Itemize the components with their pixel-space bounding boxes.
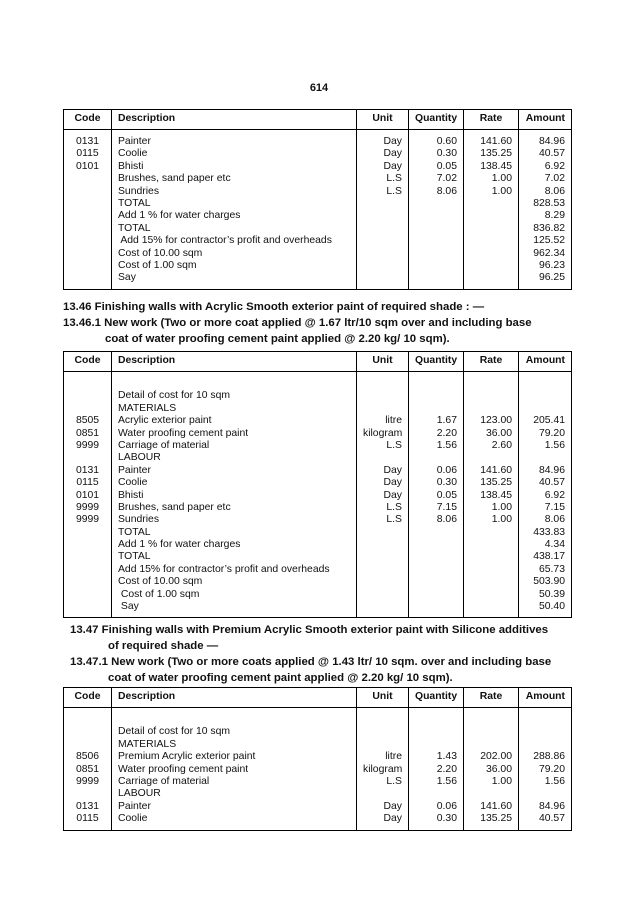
cell-quantity (415, 198, 457, 210)
cell-description: Add 15% for contractor’s profit and overheads (118, 563, 330, 575)
cell-amount: 79.20 (538, 427, 565, 439)
cell-rate (470, 272, 512, 284)
column-description (112, 708, 357, 831)
cell-quantity (415, 739, 457, 751)
cell-rate (470, 403, 512, 415)
cell-amount: 7.02 (544, 173, 565, 185)
cell-description: Bhisti (118, 160, 144, 172)
cell-rate: 135.25 (480, 477, 512, 489)
column-amount (519, 130, 572, 290)
cell-rate (470, 601, 512, 613)
cell-quantity: 8.06 (436, 185, 457, 197)
header-code: Code (64, 110, 112, 130)
cell-quantity (415, 248, 457, 260)
cell-unit: litre (385, 415, 402, 427)
cell-code (70, 788, 105, 800)
cell-code (70, 527, 105, 539)
cell-description: Sundries (118, 185, 160, 197)
cell-quantity (415, 601, 457, 613)
cell-quantity (415, 589, 457, 601)
cell-rate (470, 576, 512, 588)
cell-amount: 50.39 (538, 588, 565, 600)
cell-unit (363, 576, 402, 588)
cell-rate (470, 235, 512, 247)
column-description (112, 130, 357, 290)
cell-unit (363, 260, 402, 272)
cell-description: Cost of 1.00 sqm (118, 588, 200, 600)
cell-unit: L.S (386, 173, 402, 185)
cell-rate: 2.60 (491, 439, 512, 451)
column-description (112, 372, 357, 618)
cell-code (70, 551, 105, 563)
cell-rate: 1.00 (491, 514, 512, 526)
cell-amount: 205.41 (533, 415, 565, 427)
cell-code (70, 739, 105, 751)
cell-quantity (415, 576, 457, 588)
cell-description: Brushes, sand paper etc (118, 501, 231, 513)
header-unit: Unit (357, 352, 409, 372)
cell-amount: 96.25 (538, 272, 565, 284)
cell-description: Add 15% for contractor’s profit and overheads (118, 235, 332, 247)
cell-rate: 123.00 (480, 415, 512, 427)
header-rate: Rate (464, 688, 519, 708)
cell-amount: 8.06 (544, 514, 565, 526)
cell-amount: 84.96 (538, 464, 565, 476)
table-row (64, 708, 572, 831)
cell-unit: L.S (386, 775, 402, 787)
section-13-47-1-title-cont: coat of water proofing cement paint applied @ 2.20 kg/ 10 sqm). (108, 672, 453, 684)
cell-amount: 40.57 (538, 813, 565, 825)
cell-unit (363, 788, 402, 800)
column-rate (464, 708, 519, 831)
cell-description: Say (118, 272, 136, 284)
table-body (64, 372, 572, 618)
cell-code: 0115 (76, 477, 99, 489)
cell-unit (363, 403, 402, 415)
cell-amount (525, 726, 565, 738)
cell-amount: 84.96 (538, 800, 565, 812)
cell-rate (470, 378, 512, 390)
cell-quantity: 0.30 (436, 477, 457, 489)
cell-rate: 36.00 (485, 763, 512, 775)
cell-description: Detail of cost for 10 sqm (118, 390, 231, 402)
cell-quantity: 0.05 (436, 489, 457, 501)
cell-unit: Day (383, 477, 402, 489)
cell-description: Cost of 10.00 sqm (118, 247, 203, 259)
cell-unit: L.S (386, 439, 402, 451)
rate-table-continued (63, 109, 572, 290)
cell-rate: 135.25 (480, 148, 512, 160)
cell-rate (470, 739, 512, 751)
cell-code: 9999 (75, 439, 100, 451)
cell-unit (363, 210, 402, 222)
table-body (64, 130, 572, 290)
cell-code: 0131 (75, 800, 100, 812)
cell-unit (363, 198, 402, 210)
cell-code: 8505 (75, 415, 100, 427)
cell-code (70, 248, 105, 260)
cell-code: 0115 (76, 148, 99, 160)
cell-unit: kilogram (363, 427, 403, 439)
column-code (64, 708, 112, 831)
cell-amount (525, 739, 565, 751)
cell-rate: 135.25 (480, 813, 512, 825)
cell-quantity: 2.20 (436, 763, 457, 775)
cell-quantity: 0.30 (436, 148, 457, 160)
cell-unit (363, 527, 402, 539)
cell-amount: 50.40 (538, 601, 565, 613)
cell-code (70, 726, 105, 738)
cell-rate: 202.00 (480, 751, 512, 763)
cell-code (70, 272, 105, 284)
cell-unit: L.S (386, 514, 402, 526)
cell-quantity (415, 551, 457, 563)
cell-code (70, 564, 105, 576)
cell-amount: 1.56 (544, 439, 565, 451)
section-13-46-title: 13.46 Finishing walls with Acrylic Smooth exterior paint of required shade : — (63, 301, 485, 313)
cell-rate (470, 198, 512, 210)
cell-description: MATERIALS (118, 402, 177, 414)
cell-unit (363, 378, 402, 390)
cell-rate: 138.45 (480, 160, 512, 172)
cell-quantity (415, 223, 457, 235)
table-row (64, 130, 572, 290)
cell-unit (363, 539, 402, 551)
section-13-46-1-title-cont: coat of water proofing cement paint applied @ 2.20 kg/ 10 sqm). (105, 333, 450, 345)
cell-quantity: 1.43 (436, 751, 457, 763)
column-quantity (409, 130, 464, 290)
cell-code (70, 198, 105, 210)
cell-unit (363, 601, 402, 613)
cell-description: Cost of 10.00 sqm (118, 576, 203, 588)
cell-rate: 141.60 (480, 464, 512, 476)
cell-quantity (415, 452, 457, 464)
cell-code: 0851 (75, 427, 100, 439)
section-13-47-title-cont: of required shade — (108, 640, 219, 652)
cell-code (70, 576, 105, 588)
cell-quantity (415, 527, 457, 539)
cell-unit: L.S (386, 501, 402, 513)
header-description: Description (112, 352, 357, 372)
cell-rate (470, 210, 512, 222)
cell-unit (363, 248, 402, 260)
cell-code (70, 210, 105, 222)
cell-description: TOTAL (118, 526, 151, 538)
cell-rate (470, 248, 512, 260)
cell-code: 0101 (75, 489, 100, 501)
cell-amount (525, 378, 565, 390)
cell-amount (525, 788, 565, 800)
cell-unit: Day (383, 813, 402, 825)
cell-quantity (415, 539, 457, 551)
header-rate: Rate (464, 110, 519, 130)
cell-code (70, 186, 105, 198)
cell-unit (363, 390, 402, 402)
table-body (64, 708, 572, 831)
header-quantity: Quantity (409, 352, 464, 372)
cell-rate (470, 589, 512, 601)
section-13-46-1-title: 13.46.1 New work (Two or more coat applied @ 1.67 ltr/10 sqm over and including base (63, 317, 532, 329)
cell-amount: 8.29 (544, 210, 565, 222)
cell-amount: 65.73 (538, 563, 565, 575)
cell-quantity (415, 235, 457, 247)
header-code: Code (64, 688, 112, 708)
cell-code (70, 378, 105, 390)
cell-unit: L.S (386, 185, 402, 197)
cell-unit (363, 564, 402, 576)
cell-rate: 36.00 (485, 427, 512, 439)
cell-amount (525, 452, 565, 464)
cell-description: Add 1 % for water charges (118, 210, 241, 222)
cell-amount: 6.92 (544, 160, 565, 172)
header-quantity: Quantity (409, 110, 464, 130)
cell-code: 0115 (76, 813, 99, 825)
cell-rate (470, 726, 512, 738)
header-amount: Amount (519, 110, 572, 130)
cell-quantity (415, 378, 457, 390)
cell-rate: 138.45 (480, 489, 512, 501)
cell-description: Painter (118, 136, 151, 147)
cell-code (70, 260, 105, 272)
cell-unit (363, 272, 402, 284)
cell-unit: Day (383, 148, 402, 160)
cell-amount: 96.23 (538, 259, 565, 271)
cell-unit: kilogram (363, 763, 403, 775)
cell-amount (525, 403, 565, 415)
cell-description: MATERIALS (118, 738, 177, 750)
cell-description: Coolie (118, 477, 148, 489)
cell-unit (363, 726, 402, 738)
cell-rate: 141.60 (480, 136, 512, 147)
cell-quantity: 2.20 (436, 427, 457, 439)
section-13-47-title: 13.47 Finishing walls with Premium Acrylic Smooth exterior paint with Silicone additives (70, 624, 549, 636)
cell-amount: 40.57 (538, 148, 565, 160)
cell-quantity (415, 564, 457, 576)
cell-amount: 7.15 (544, 501, 565, 513)
cell-quantity: 1.56 (436, 439, 457, 451)
cell-rate: 1.00 (491, 185, 512, 197)
header-unit: Unit (357, 688, 409, 708)
cell-rate (470, 539, 512, 551)
cell-unit (363, 223, 402, 235)
cell-description: Coolie (118, 148, 148, 160)
page-number: 614 (309, 82, 329, 94)
cell-description: Carriage of material (118, 439, 210, 451)
cell-code (70, 173, 105, 185)
cell-amount (525, 714, 565, 726)
cell-quantity: 7.02 (436, 173, 457, 185)
cell-quantity (415, 726, 457, 738)
cell-amount: 125.52 (533, 235, 565, 247)
cell-code: 9999 (75, 501, 100, 513)
cell-rate: 1.00 (491, 501, 512, 513)
cell-amount: 1.56 (544, 775, 565, 787)
header-amount: Amount (519, 352, 572, 372)
cell-code: 0131 (75, 136, 100, 147)
cell-rate (470, 788, 512, 800)
cell-quantity: 0.06 (436, 800, 457, 812)
cell-unit (363, 235, 402, 247)
cell-rate (470, 551, 512, 563)
cell-quantity (415, 714, 457, 726)
cell-code: 0851 (75, 763, 100, 775)
cell-code (70, 235, 105, 247)
cell-quantity: 0.05 (436, 160, 457, 172)
cell-description: Add 1 % for water charges (118, 539, 241, 551)
cell-amount: 6.92 (544, 489, 565, 501)
column-rate (464, 130, 519, 290)
cell-rate (470, 260, 512, 272)
column-quantity (409, 708, 464, 831)
cell-unit: Day (383, 489, 402, 501)
cell-code (70, 589, 105, 601)
cell-description: TOTAL (118, 197, 151, 209)
column-rate (464, 372, 519, 618)
cell-unit (363, 551, 402, 563)
rate-table-13-46-1 (63, 351, 572, 618)
cell-description (118, 714, 350, 726)
cell-quantity (415, 390, 457, 402)
cell-code (70, 452, 105, 464)
cell-quantity (415, 260, 457, 272)
cell-description: Cost of 1.00 sqm (118, 259, 197, 271)
cell-quantity: 7.15 (436, 501, 457, 513)
header-amount: Amount (519, 688, 572, 708)
cell-description (118, 378, 350, 390)
cell-unit: Day (383, 160, 402, 172)
cell-amount: 438.17 (533, 551, 565, 563)
cell-amount: 8.06 (544, 185, 565, 197)
cell-description: Acrylic exterior paint (118, 415, 212, 427)
cell-rate (470, 223, 512, 235)
cell-unit (363, 589, 402, 601)
header-description: Description (112, 688, 357, 708)
cell-description: Coolie (118, 813, 148, 825)
cell-description: TOTAL (118, 222, 151, 234)
cell-description: Painter (118, 464, 151, 476)
column-amount (519, 372, 572, 618)
cell-description: Carriage of material (118, 775, 210, 787)
cell-code (70, 714, 105, 726)
cell-description: Brushes, sand paper etc (118, 173, 231, 185)
cell-rate (470, 564, 512, 576)
cell-rate (470, 714, 512, 726)
column-quantity (409, 372, 464, 618)
cell-description: Painter (118, 800, 151, 812)
cell-unit: Day (383, 464, 402, 476)
cell-description: LABOUR (118, 452, 161, 464)
cell-quantity: 0.30 (436, 813, 457, 825)
cell-description: TOTAL (118, 551, 151, 563)
cell-quantity (415, 403, 457, 415)
header-rate: Rate (464, 352, 519, 372)
column-amount (519, 708, 572, 831)
column-unit (357, 372, 409, 618)
column-code (64, 372, 112, 618)
table-row (64, 372, 572, 618)
cell-unit (363, 452, 402, 464)
cell-rate: 1.00 (491, 775, 512, 787)
cell-quantity: 1.56 (436, 775, 457, 787)
cell-description: Water proofing cement paint (118, 763, 249, 775)
cell-description: LABOUR (118, 788, 161, 800)
cell-unit: litre (385, 751, 402, 763)
cell-rate (470, 390, 512, 402)
cell-description: Say (118, 601, 139, 613)
cell-code: 9999 (75, 514, 100, 526)
cell-code (70, 390, 105, 402)
cell-amount: 40.57 (538, 477, 565, 489)
cell-code: 0131 (75, 464, 100, 476)
cell-quantity (415, 210, 457, 222)
header-unit: Unit (357, 110, 409, 130)
header-quantity: Quantity (409, 688, 464, 708)
column-unit (357, 708, 409, 831)
cell-unit (363, 739, 402, 751)
cell-amount: 836.82 (533, 222, 565, 234)
cell-amount: 4.34 (544, 539, 565, 551)
column-unit (357, 130, 409, 290)
cell-unit: Day (383, 800, 402, 812)
cell-amount (525, 390, 565, 402)
header-description: Description (112, 110, 357, 130)
cell-amount: 79.20 (538, 763, 565, 775)
cell-rate: 141.60 (480, 800, 512, 812)
cell-code (70, 539, 105, 551)
cell-quantity (415, 788, 457, 800)
cell-description: Premium Acrylic exterior paint (118, 751, 256, 763)
section-13-47-1-title: 13.47.1 New work (Two or more coats applied @ 1.43 ltr/ 10 sqm. over and including base (70, 656, 552, 668)
cell-code: 0101 (75, 160, 100, 172)
cell-amount: 84.96 (538, 136, 565, 147)
cell-description: Sundries (118, 514, 160, 526)
cell-description: Water proofing cement paint (118, 427, 249, 439)
cell-amount: 503.90 (533, 576, 565, 588)
cell-amount: 433.83 (533, 526, 565, 538)
cell-code (70, 601, 105, 613)
cell-description: Detail of cost for 10 sqm (118, 726, 231, 738)
cell-unit: Day (383, 136, 402, 147)
cell-code: 8506 (75, 751, 100, 763)
cell-amount: 962.34 (533, 247, 565, 259)
header-code: Code (64, 352, 112, 372)
cell-quantity (415, 272, 457, 284)
cell-rate (470, 527, 512, 539)
cell-amount: 288.86 (533, 751, 565, 763)
rate-table-13-47-1 (63, 687, 572, 831)
cell-amount: 828.53 (533, 197, 565, 209)
cell-code (70, 223, 105, 235)
cell-quantity: 0.60 (436, 136, 457, 147)
column-code (64, 130, 112, 290)
cell-code: 9999 (75, 775, 100, 787)
cell-code (70, 403, 105, 415)
cell-quantity: 1.67 (436, 415, 457, 427)
cell-quantity: 0.06 (436, 464, 457, 476)
cell-unit (363, 714, 402, 726)
cell-rate: 1.00 (491, 173, 512, 185)
cell-rate (470, 452, 512, 464)
cell-description: Bhisti (118, 489, 144, 501)
cell-quantity: 8.06 (436, 514, 457, 526)
